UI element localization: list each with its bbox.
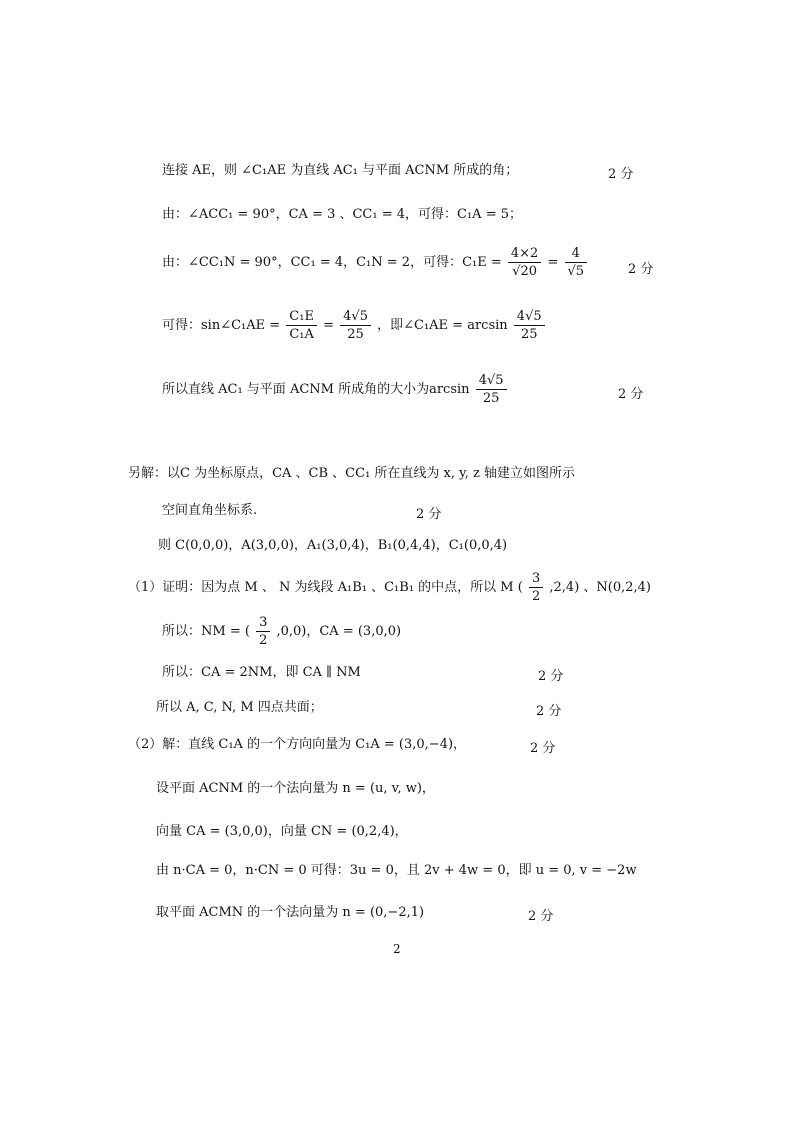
fraction: $\frac{4\times 2}{√20}$ bbox=[508, 245, 541, 280]
score-mark: 2 分 bbox=[536, 704, 562, 719]
vector-nm-line: 所以：NM = ( $\frac{3}{2}$ ,0,0)，CA = (3,0,0) bbox=[162, 615, 402, 648]
coordinates-line: 则 C(0,0,0)，A(3,0,0)，A₁(3,0,4)，B₁(0,4,4)，C₁(0,0,4) bbox=[158, 538, 508, 553]
solution-line-3: 由：∠CC₁N = 90°，CC₁ = 4，C₁N = 2，可得：C₁E = $\frac{4\times 2}{√20}$ = $\frac{4}{√5}$ bbox=[162, 245, 589, 280]
coplanar-line: 所以 A, C, N, M 四点共面； bbox=[156, 700, 323, 715]
score-mark: 2 分 bbox=[608, 167, 634, 182]
part1-proof-line: （1）证明：因为点 M 、 N 为线段 A₁B₁ 、C₁B₁ 的中点，所以 M ( $\frac{3}{2}$ ,2,4) 、N(0,2,4) bbox=[128, 571, 651, 604]
page-number: 2 bbox=[393, 942, 401, 956]
fraction: $\frac{3}{2}$ bbox=[529, 570, 543, 605]
score-mark: 2 分 bbox=[618, 387, 644, 402]
dot-product-equations: 由 n·CA = 0，n·CN = 0 可得：3u = 0，且 2v + 4w = 0，即 u = 0, v = −2w bbox=[156, 863, 637, 878]
fraction: $\frac{4}{√5}$ bbox=[565, 245, 588, 280]
score-mark: 2 分 bbox=[528, 909, 554, 924]
normal-vector-result: 取平面 ACMN 的一个法向量为 n = (0,−2,1) bbox=[156, 905, 425, 920]
part2-direction-vector: （2）解：直线 C₁A 的一个方向向量为 C₁A = (3,0,−4)， bbox=[128, 737, 467, 752]
solution-line-4: 可得：sin∠C₁AE = $\frac{\text{C₁E}}{\text{C₁A}}$ = $\frac{4√5}{25}$ ，即∠C₁AE = arcsin $\frac{4√5}{25}$ bbox=[162, 308, 547, 343]
fraction: $\frac{4√5}{25}$ bbox=[514, 308, 545, 343]
vectors-ca-cn: 向量 CA = (3,0,0)，向量 CN = (0,2,4)， bbox=[156, 824, 408, 839]
solution-line-5: 所以直线 AC₁ 与平面 ACNM 所成角的大小为arcsin $\frac{4√5}{25}$ bbox=[162, 372, 509, 407]
solution-line-2: 由：∠ACC₁ = 90°，CA = 3 、CC₁ = 4，可得：C₁A = 5； bbox=[162, 207, 522, 222]
fraction: $\frac{3}{2}$ bbox=[256, 614, 270, 649]
alt-solution-line-2: 空间直角坐标系. bbox=[162, 503, 258, 518]
fraction: $\frac{4√5}{25}$ bbox=[476, 372, 507, 407]
score-mark: 2 分 bbox=[416, 507, 442, 522]
solution-line-1: 连接 AE，则 ∠C₁AE 为直线 AC₁ 与平面 ACNM 所成的角； bbox=[162, 163, 519, 178]
alt-solution-intro: 另解：以C 为坐标原点，CA 、CB 、CC₁ 所在直线为 x, y, z 轴建立如图所示 bbox=[128, 466, 576, 481]
parallel-line: 所以：CA = 2NM，即 CA ∥ NM bbox=[162, 665, 361, 680]
normal-vector-setup: 设平面 ACNM 的一个法向量为 n = (u, v, w)， bbox=[156, 781, 435, 796]
score-mark: 2 分 bbox=[628, 262, 654, 277]
score-mark: 2 分 bbox=[530, 741, 556, 756]
score-mark: 2 分 bbox=[538, 669, 564, 684]
fraction: $\frac{\text{C₁E}}{\text{C₁A}}$ bbox=[286, 308, 317, 343]
fraction: $\frac{4√5}{25}$ bbox=[340, 308, 371, 343]
